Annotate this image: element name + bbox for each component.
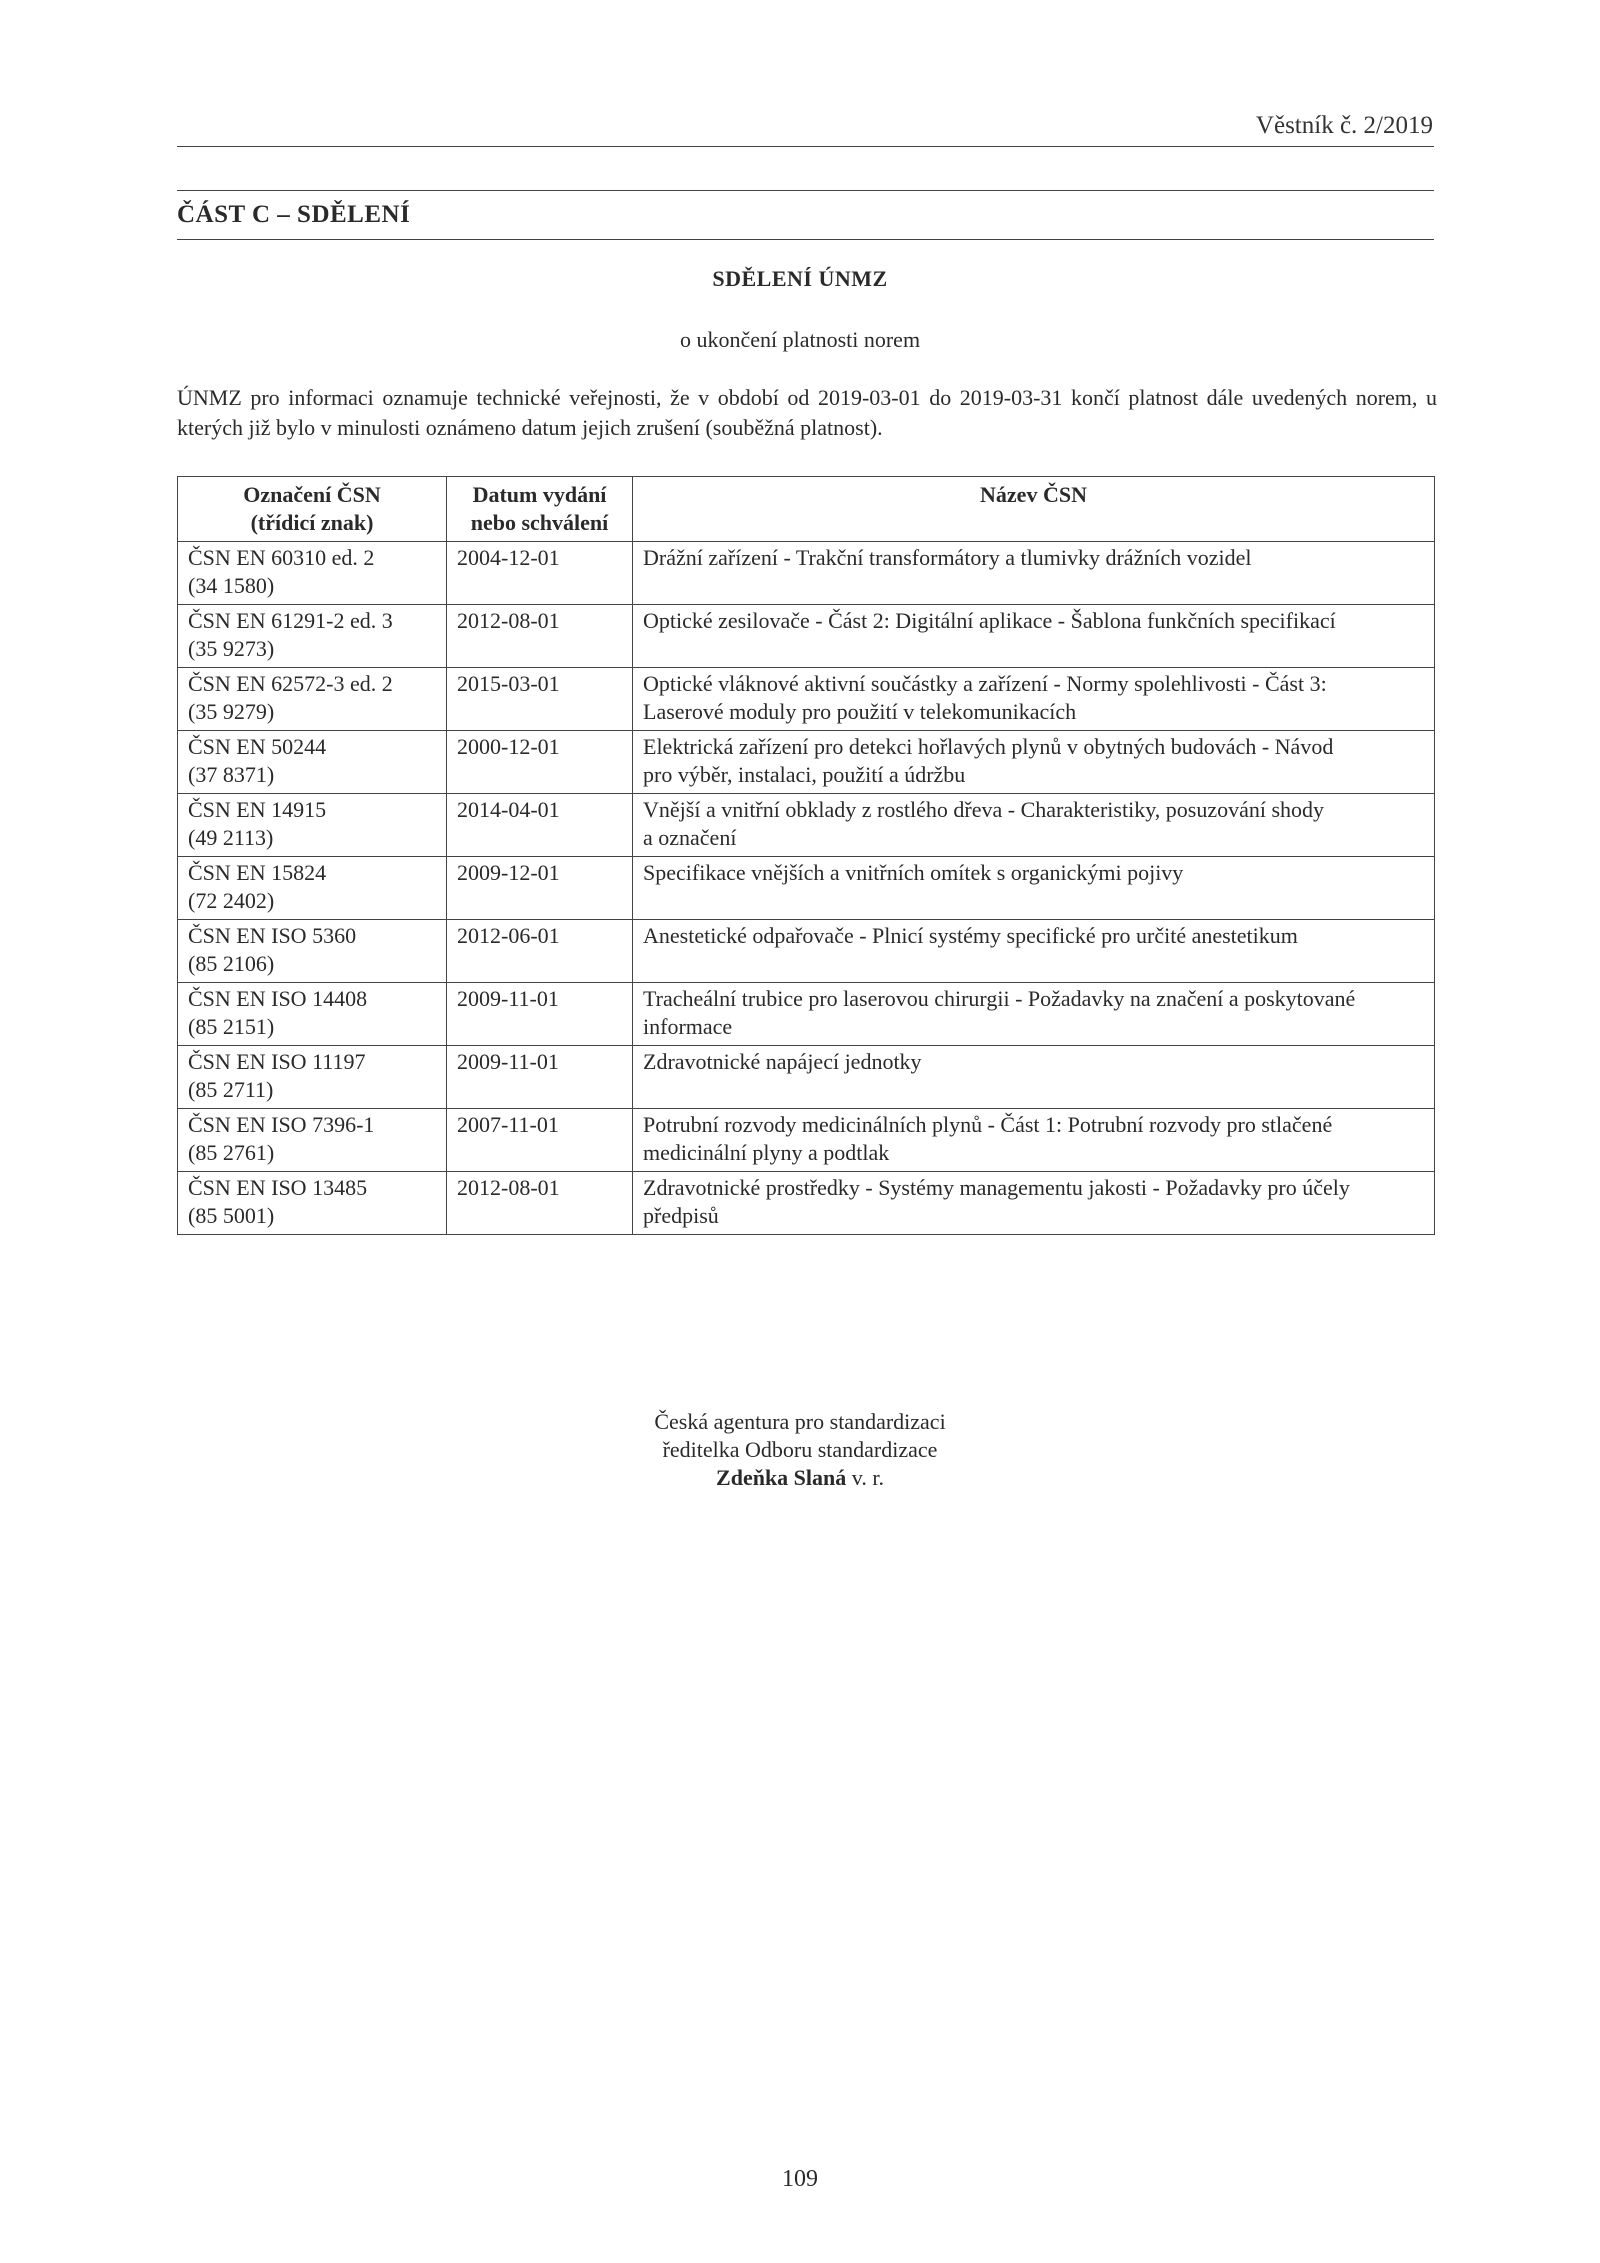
signature-block bbox=[0, 1408, 1600, 1492]
name-cell bbox=[633, 1046, 1435, 1109]
norm-date: 2015-03-01 bbox=[447, 668, 633, 731]
norm-name-continued: Laserové moduly pro použití v telekomunikacích bbox=[643, 699, 1077, 724]
designation-cell bbox=[178, 794, 447, 857]
norm-name-continued: informace bbox=[643, 1014, 733, 1039]
table-header-row bbox=[178, 477, 1435, 542]
norm-name: Optické zesilovače - Část 2: Digitální aplikace - Šablona funkčních specifikací bbox=[643, 608, 1336, 633]
table-row bbox=[178, 542, 1435, 605]
notice-intro-paragraph: ÚNMZ pro informaci oznamuje technické veřejnosti, že v období od 2019-03-01 do 2019-03-31 končí platnost dále uvedených norem, u kterých již bylo v minulosti oznámeno datum jejich zrušení (souběžná platnost). bbox=[177, 385, 1437, 440]
norm-name: Zdravotnické prostředky - Systémy managementu jakosti - Požadavky pro účely bbox=[643, 1175, 1350, 1200]
norm-date: 2012-08-01 bbox=[447, 1172, 633, 1235]
norm-date: 2009-11-01 bbox=[447, 983, 633, 1046]
section-rule-bottom bbox=[177, 239, 1434, 240]
norm-classification-code: (72 2402) bbox=[188, 888, 275, 913]
table-row bbox=[178, 857, 1435, 920]
signature-position: ředitelka Odboru standardizace bbox=[662, 1437, 938, 1462]
norms-table bbox=[177, 476, 1435, 1235]
norm-date: 2007-11-01 bbox=[447, 1109, 633, 1172]
norm-classification-code: (35 9273) bbox=[188, 636, 275, 661]
norm-name-continued: pro výběr, instalaci, použití a údržbu bbox=[643, 762, 966, 787]
norm-classification-code: (85 2761) bbox=[188, 1140, 275, 1165]
norm-classification-code: (34 1580) bbox=[188, 573, 275, 598]
norm-designation: ČSN EN ISO 5360 bbox=[188, 923, 357, 948]
signature-suffix: v. r. bbox=[846, 1465, 884, 1490]
norm-name-continued: medicinální plyny a podtlak bbox=[643, 1140, 890, 1165]
norm-designation: ČSN EN 60310 ed. 2 bbox=[188, 545, 375, 570]
signature-organization: Česká agentura pro standardizaci bbox=[654, 1409, 946, 1434]
norm-designation: ČSN EN ISO 7396-1 bbox=[188, 1112, 375, 1137]
designation-cell bbox=[178, 920, 447, 983]
table-row bbox=[178, 983, 1435, 1046]
section-rule-top bbox=[177, 190, 1434, 191]
norm-classification-code: (35 9279) bbox=[188, 699, 275, 724]
norm-designation: ČSN EN 61291-2 ed. 3 bbox=[188, 608, 393, 633]
name-cell bbox=[633, 983, 1435, 1046]
page-number: 109 bbox=[782, 2166, 818, 2192]
name-cell bbox=[633, 668, 1435, 731]
table-row bbox=[178, 1046, 1435, 1109]
name-cell bbox=[633, 542, 1435, 605]
designation-header-subline: (třídicí znak) bbox=[250, 510, 374, 535]
section-title: ČÁST C – SDĚLENÍ bbox=[177, 201, 411, 228]
journal-reference: Věstník č. 2/2019 bbox=[1255, 112, 1433, 139]
norm-designation: ČSN EN 14915 bbox=[188, 797, 327, 822]
designation-cell bbox=[178, 605, 447, 668]
column-header-name: Název ČSN bbox=[633, 477, 1435, 542]
norm-date: 2012-08-01 bbox=[447, 605, 633, 668]
table-row bbox=[178, 668, 1435, 731]
designation-cell bbox=[178, 983, 447, 1046]
norm-date: 2004-12-01 bbox=[447, 542, 633, 605]
notice-subtitle: o ukončení platnosti norem bbox=[679, 327, 921, 352]
norm-classification-code: (85 2711) bbox=[188, 1077, 274, 1102]
name-cell bbox=[633, 920, 1435, 983]
designation-cell bbox=[178, 668, 447, 731]
norm-name: Specifikace vnějších a vnitřních omítek s organickými pojivy bbox=[643, 860, 1184, 885]
norm-name: Elektrická zařízení pro detekci hořlavých plynů v obytných budovách - Návod bbox=[643, 734, 1334, 759]
norm-name-continued: předpisů bbox=[643, 1203, 719, 1228]
norm-name-continued: a označení bbox=[643, 825, 737, 850]
notice-title: SDĚLENÍ ÚNMZ bbox=[712, 266, 888, 291]
norm-date: 2000-12-01 bbox=[447, 731, 633, 794]
designation-cell bbox=[178, 1172, 447, 1235]
norm-date: 2009-11-01 bbox=[447, 1046, 633, 1109]
column-header-date bbox=[447, 477, 633, 542]
designation-cell bbox=[178, 1109, 447, 1172]
table-row bbox=[178, 920, 1435, 983]
norm-designation: ČSN EN 62572-3 ed. 2 bbox=[188, 671, 393, 696]
norm-designation: ČSN EN ISO 11197 bbox=[188, 1049, 366, 1074]
norm-name: Optické vláknové aktivní součástky a zařízení - Normy spolehlivosti - Část 3: bbox=[643, 671, 1327, 696]
name-cell bbox=[633, 731, 1435, 794]
norm-name: Potrubní rozvody medicinálních plynů - Část 1: Potrubní rozvody pro stlačené bbox=[643, 1112, 1333, 1137]
designation-cell bbox=[178, 1046, 447, 1109]
norm-designation: ČSN EN 15824 bbox=[188, 860, 327, 885]
name-cell bbox=[633, 1172, 1435, 1235]
norm-name: Drážní zařízení - Trakční transformátory a tlumivky drážních vozidel bbox=[643, 545, 1252, 570]
designation-cell bbox=[178, 542, 447, 605]
designation-header-line: Označení ČSN bbox=[243, 482, 381, 507]
table-row bbox=[178, 1172, 1435, 1235]
name-cell bbox=[633, 794, 1435, 857]
norm-designation: ČSN EN ISO 13485 bbox=[188, 1175, 368, 1200]
norm-name: Anestetické odpařovače - Plnicí systémy specifické pro určité anestetikum bbox=[643, 923, 1298, 948]
norm-classification-code: (49 2113) bbox=[188, 825, 274, 850]
name-cell bbox=[633, 1109, 1435, 1172]
signature-name: Zdeňka Slaná bbox=[716, 1465, 847, 1490]
norm-name: Zdravotnické napájecí jednotky bbox=[643, 1049, 922, 1074]
header-rule bbox=[177, 146, 1434, 147]
date-header-line: Datum vydání bbox=[472, 482, 607, 507]
designation-cell bbox=[178, 857, 447, 920]
norm-classification-code: (85 2151) bbox=[188, 1014, 275, 1039]
norm-classification-code: (37 8371) bbox=[188, 762, 275, 787]
norm-designation: ČSN EN 50244 bbox=[188, 734, 327, 759]
norm-name: Vnější a vnitřní obklady z rostlého dřeva - Charakteristiky, posuzování shody bbox=[643, 797, 1325, 822]
norm-name: Tracheální trubice pro laserovou chirurgii - Požadavky na značení a poskytované bbox=[643, 986, 1356, 1011]
table-row bbox=[178, 794, 1435, 857]
name-cell bbox=[633, 857, 1435, 920]
date-header-subline: nebo schválení bbox=[470, 510, 609, 535]
name-cell bbox=[633, 605, 1435, 668]
table-row bbox=[178, 731, 1435, 794]
norm-date: 2014-04-01 bbox=[447, 794, 633, 857]
signature-name-line bbox=[0, 1464, 1600, 1492]
table-row bbox=[178, 605, 1435, 668]
norm-date: 2012-06-01 bbox=[447, 920, 633, 983]
column-header-designation bbox=[178, 477, 447, 542]
norm-classification-code: (85 5001) bbox=[188, 1203, 275, 1228]
norm-classification-code: (85 2106) bbox=[188, 951, 275, 976]
norm-date: 2009-12-01 bbox=[447, 857, 633, 920]
norm-designation: ČSN EN ISO 14408 bbox=[188, 986, 368, 1011]
designation-cell bbox=[178, 731, 447, 794]
table-row bbox=[178, 1109, 1435, 1172]
